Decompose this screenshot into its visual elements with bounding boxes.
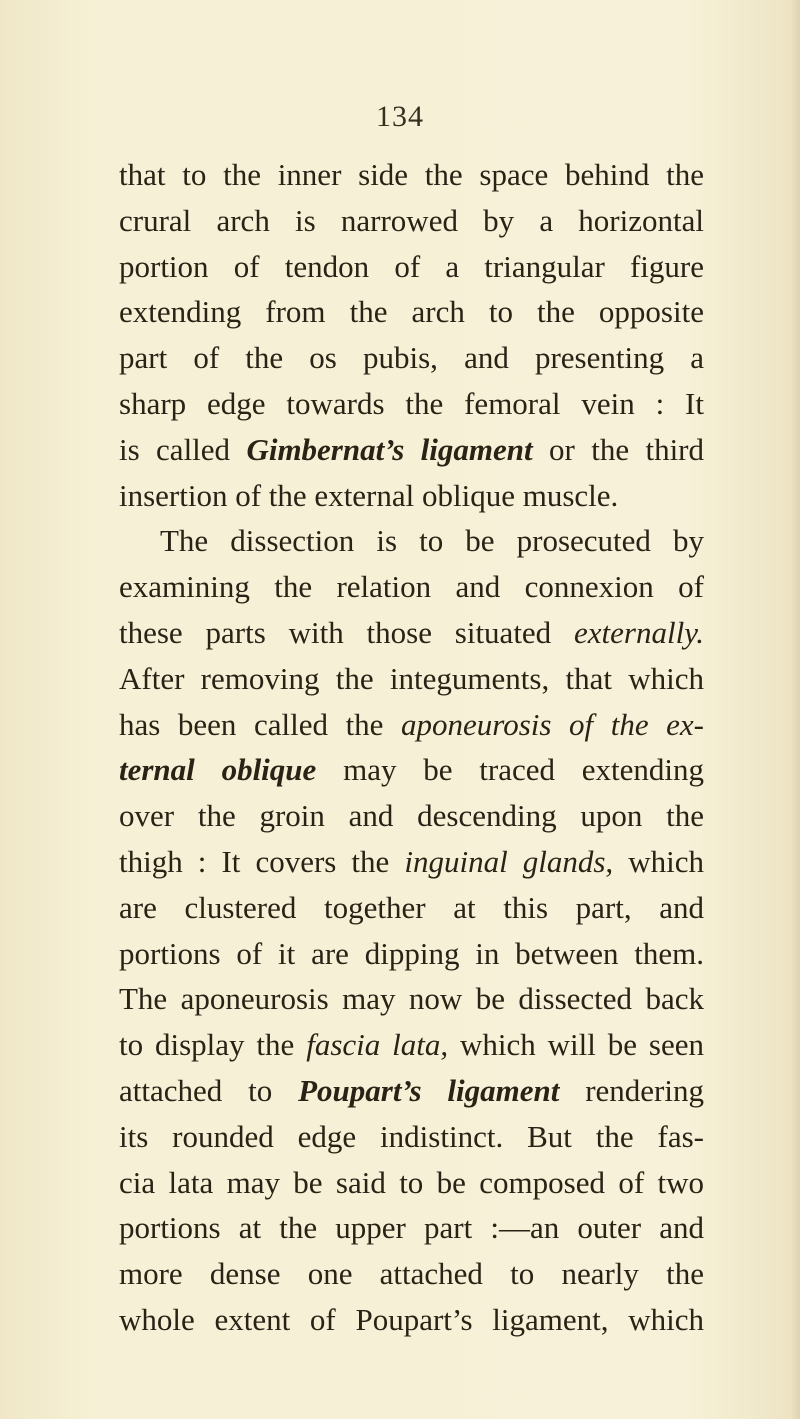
text-line xyxy=(119,702,704,748)
text-segment: may be traced extending xyxy=(316,752,704,788)
text-line xyxy=(119,839,704,885)
text-segment: these parts with those situated xyxy=(119,614,575,650)
text-line xyxy=(119,747,704,793)
text-line xyxy=(119,152,704,198)
text-line xyxy=(119,1022,704,1068)
text-segment: its rounded edge indistinct. But the fas- xyxy=(119,1118,704,1154)
text-segment: sharp edge towards the femoral vein : It xyxy=(119,385,704,421)
text-segment: portions at the upper part :—an outer and xyxy=(119,1210,704,1246)
text-segment: which will be seen xyxy=(448,1027,704,1063)
text-segment: After removing the integuments, that which xyxy=(119,660,704,696)
text-line xyxy=(119,564,704,610)
text-line xyxy=(119,518,704,564)
text-segment: that to the inner side the space behind the xyxy=(119,157,704,192)
text-line xyxy=(119,610,704,656)
text-line xyxy=(119,1114,704,1160)
text-segment: or the third xyxy=(532,431,705,467)
text-segment: thigh : It covers the xyxy=(119,843,405,879)
text-segment: The dissection is to be prosecuted by xyxy=(160,523,704,559)
body-text xyxy=(119,152,704,1343)
text-segment: part of the os pubis, and presenting a xyxy=(119,340,704,376)
text-segment: is called xyxy=(119,431,247,467)
emphasized-term: ternal oblique xyxy=(119,752,317,788)
text-segment: portion of tendon of a triangular figure xyxy=(119,248,704,284)
text-line xyxy=(119,885,704,931)
emphasized-term: externally. xyxy=(574,614,704,650)
text-segment: has been called the xyxy=(119,706,402,742)
text-segment: crural arch is narrowed by a horizontal xyxy=(119,202,704,238)
text-line xyxy=(119,473,704,519)
text-segment: extending from the arch to the opposite xyxy=(119,294,704,330)
text-segment: portions of it are dipping in between them. xyxy=(119,935,704,971)
text-line xyxy=(119,1068,704,1114)
text-segment: insertion of the external oblique muscle. xyxy=(119,477,619,513)
emphasized-term: aponeurosis of the ex- xyxy=(401,706,704,742)
text-line xyxy=(119,1205,704,1251)
text-line xyxy=(119,335,704,381)
emphasized-term: inguinal glands, xyxy=(404,843,614,879)
emphasized-term: fascia lata, xyxy=(306,1027,449,1063)
text-line xyxy=(119,1160,704,1206)
text-line xyxy=(119,931,704,977)
emphasized-term: Poupart’s ligament xyxy=(298,1072,560,1108)
text-segment: attached to xyxy=(119,1072,299,1108)
text-line xyxy=(119,1297,704,1343)
text-segment: more dense one attached to nearly the xyxy=(119,1256,704,1292)
text-line xyxy=(119,656,704,702)
emphasized-term: Gimbernat’s ligament xyxy=(246,431,533,467)
page-number: 134 xyxy=(376,100,424,133)
text-segment: which xyxy=(613,843,704,879)
text-line xyxy=(119,976,704,1022)
text-line xyxy=(119,427,704,473)
text-line xyxy=(119,244,704,290)
text-line xyxy=(119,381,704,427)
text-segment: The aponeurosis may now be dissected back xyxy=(119,981,704,1017)
page-edge-shadow xyxy=(790,0,800,1419)
text-segment: examining the relation and connexion of xyxy=(119,569,704,605)
text-segment: rendering xyxy=(559,1072,704,1108)
text-segment: over the groin and descending upon the xyxy=(119,798,704,834)
text-segment: cia lata may be said to be composed of two xyxy=(119,1164,704,1200)
text-line xyxy=(119,1251,704,1297)
text-line xyxy=(119,198,704,244)
text-line xyxy=(119,793,704,839)
text-segment: are clustered together at this part, and xyxy=(119,889,704,925)
text-segment: whole extent of Poupart’s ligament, which xyxy=(119,1301,704,1337)
text-segment: to display the xyxy=(119,1027,307,1063)
text-line xyxy=(119,289,704,335)
